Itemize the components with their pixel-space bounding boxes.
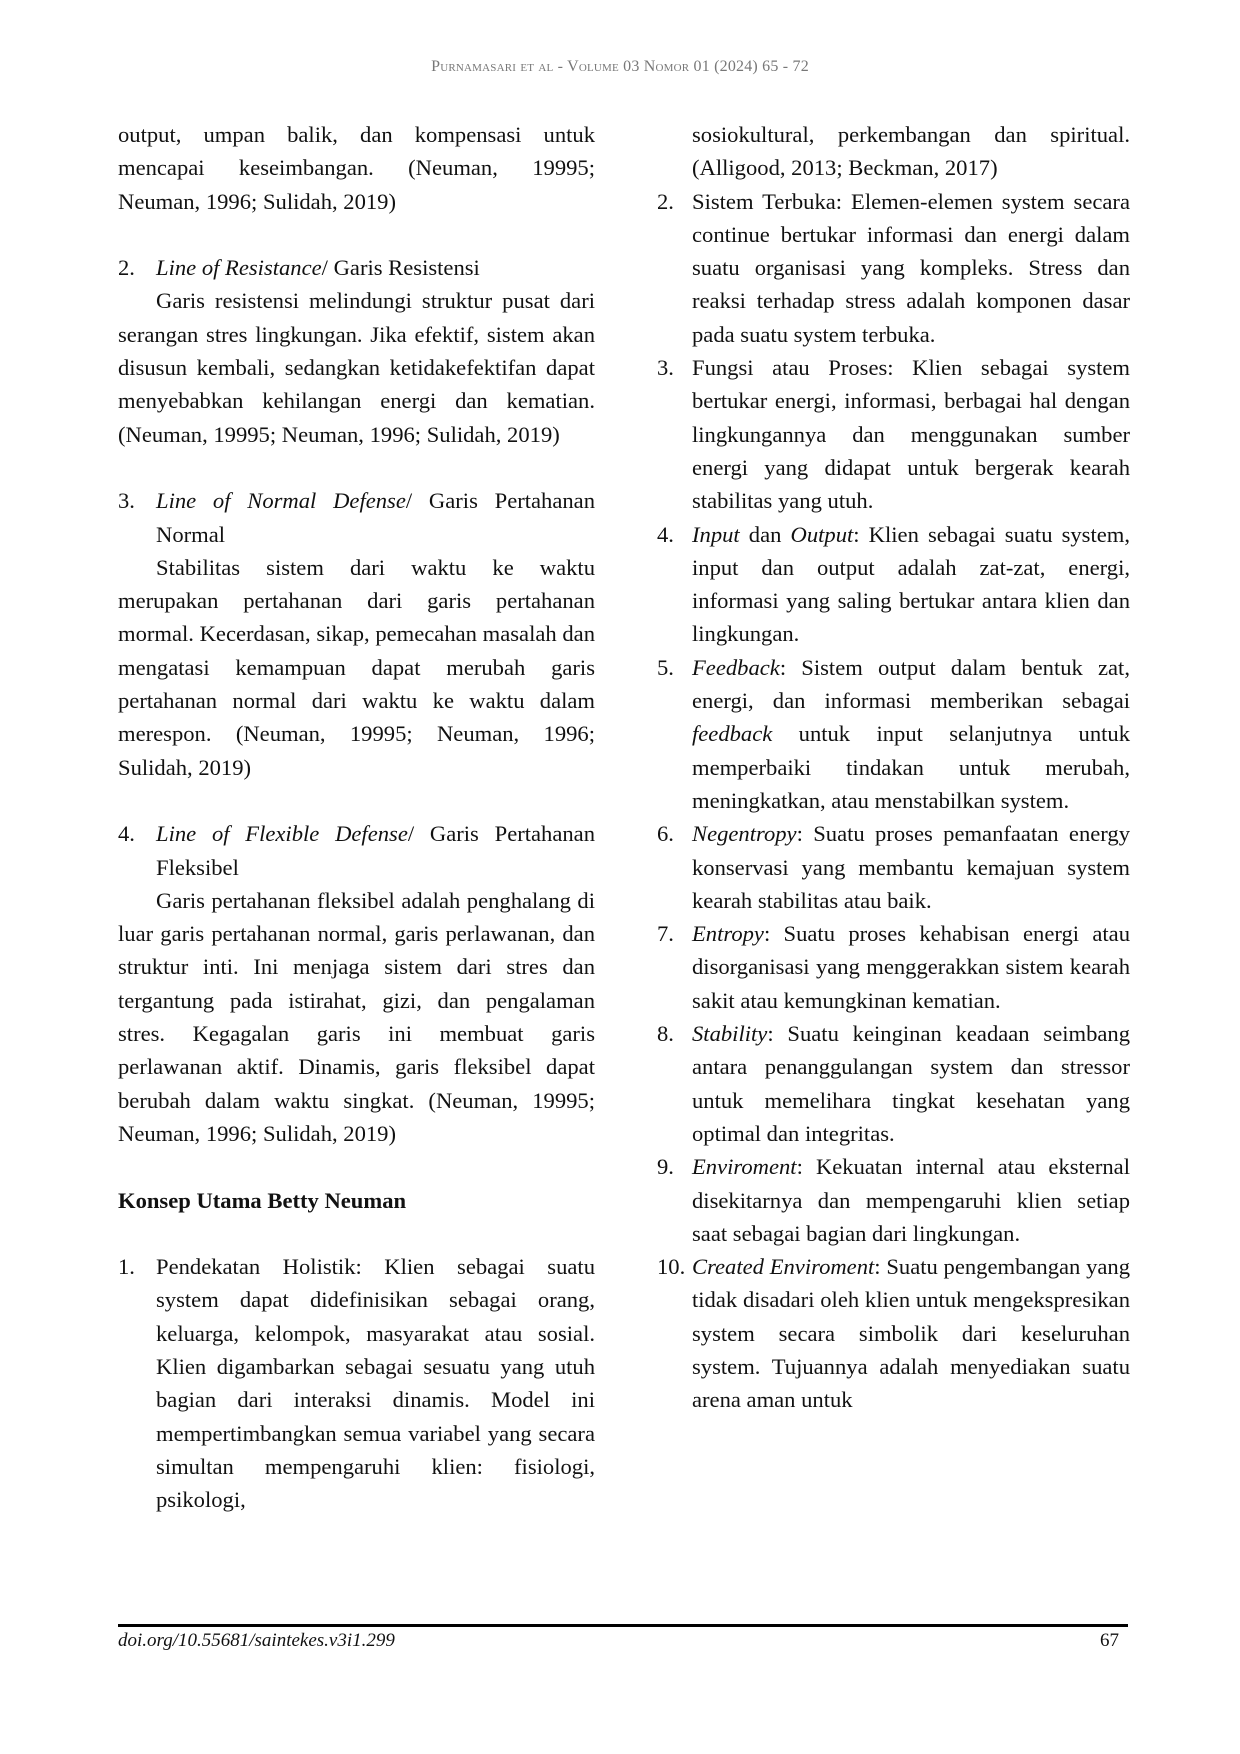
left-column [118, 118, 595, 1516]
term: Line of Resistance [156, 255, 322, 281]
list-item: 8. Stability: Suatu keinginan keadaan seimbang antara penanggulangan system dan stressor untuk memelihara tingkat kesehatan yang optimal dan integritas. [657, 1021, 1130, 1146]
list-item: 3. Fungsi atau Proses: Klien sebagai system bertukar energi, informasi, berbagai hal dengan lingkungannya dan menggunakan sumber energi yang didapat untuk bergerak kearah stabilitas yang utuh. [657, 355, 1130, 514]
right-column [657, 118, 1130, 1417]
list-item: 7. Entropy: Suatu proses kehabisan energi atau disorganisasi yang menggerakkan sistem kearah sakit atau kemungkinan kematian. [657, 921, 1130, 1013]
list-item: 1. Pendekatan Holistik: Klien sebagai suatu system dapat didefinisikan sebagai orang, keluarga, kelompok, masyarakat atau sosial. Klien digambarkan sebagai sesuatu yang utuh bagian dari interaksi dinamis. Model ini mempertimbangkan semua variabel yang secara simultan mempengaruhi klien: fisiologi, psikologi, [118, 1254, 595, 1513]
section-heading: Konsep Utama Betty Neuman [118, 1187, 407, 1213]
list-item: 5. Feedback: Sistem output dalam bentuk zat, energi, dan informasi memberikan sebagai feedback untuk input selanjutnya untuk memperbaiki tindakan untuk merubah, meningkatkan, atau menstabilkan system. [657, 654, 1130, 813]
paragraph: output, umpan balik, dan kompensasi untuk mencapai keseimbangan. (Neuman, 19995; Neuman, 1996; Sulidah, 2019) [118, 122, 595, 214]
term: Line of Normal Defense [156, 488, 406, 514]
list-item: 2. Line of Resistance/ Garis Resistensi [118, 255, 480, 281]
page-number: 67 [1100, 1630, 1119, 1651]
paragraph: Garis resistensi melindungi struktur pusat dari serangan stres lingkungan. Jika efektif, sistem akan disusun kembali, sedangkan ketidakefektifan dapat menyebabkan kehilangan energi dan kematian. (Neuman, 19995; Neuman, 1996; Sulidah, 2019) [118, 288, 595, 447]
footer-rule [118, 1624, 1128, 1627]
list-item: 10. Created Enviroment: Suatu pengembangan yang tidak disadari oleh klien untuk mengekspresikan system secara simbolik dari keseluruhan system. Tujuannya adalah menyediakan suatu arena aman untuk [657, 1254, 1130, 1413]
list-item: 4. Line of Flexible Defense/ Garis Pertahanan Fleksibel [118, 821, 595, 880]
paragraph: Stabilitas sistem dari waktu ke waktu merupakan pertahanan dari garis pertahanan mormal. Kecerdasan, sikap, pemecahan masalah dan mengatasi kemampuan dapat merubah garis pertahanan normal dari waktu ke waktu dalam merespon. (Neuman, 19995; Neuman, 1996; Sulidah, 2019) [118, 554, 595, 780]
list-continuation: sosiokultural, perkembangan dan spiritual. (Alligood, 2013; Beckman, 2017) [692, 122, 1130, 181]
paragraph: Garis pertahanan fleksibel adalah penghalang di luar garis pertahanan normal, garis perlawanan, dan struktur inti. Ini menjaga sistem dari stres dan tergantung pada istirahat, gizi, dan pengalaman stres. Kegagalan garis ini membuat garis perlawanan aktif. Dinamis, garis fleksibel dapat berubah dalam waktu singkat. (Neuman, 19995; Neuman, 1996; Sulidah, 2019) [118, 887, 595, 1146]
doi-link[interactable]: doi.org/10.55681/saintekes.v3i1.299 [118, 1630, 395, 1651]
list-item: 4. Input dan Output: Klien sebagai suatu system, input dan output adalah zat-zat, energi, informasi yang saling bertukar antara klien dan lingkungan. [657, 521, 1131, 647]
list-item: 6. Negentropy: Suatu proses pemanfaatan energy konservasi yang membantu kemajuan system kearah stabilitas atau baik. [657, 821, 1130, 913]
list-item: 9. Enviroment: Kekuatan internal atau eksternal disekitarnya dan mempengaruhi klien setiap saat sebagai bagian dari lingkungan. [657, 1154, 1130, 1246]
term: Line of Flexible Defense [156, 821, 408, 847]
list-item: 2. Sistem Terbuka: Elemen-elemen system secara continue bertukar informasi dan energi dalam suatu organisasi yang kompleks. Stress dan reaksi terhadap stress adalah komponen dasar pada suatu system terbuka. [657, 188, 1130, 347]
running-header: Purnamasari et al - Volume 03 Nomor 01 (2024) 65 - 72 [431, 58, 809, 75]
list-item: 3. Line of Normal Defense/ Garis Pertahanan Normal [118, 488, 595, 547]
